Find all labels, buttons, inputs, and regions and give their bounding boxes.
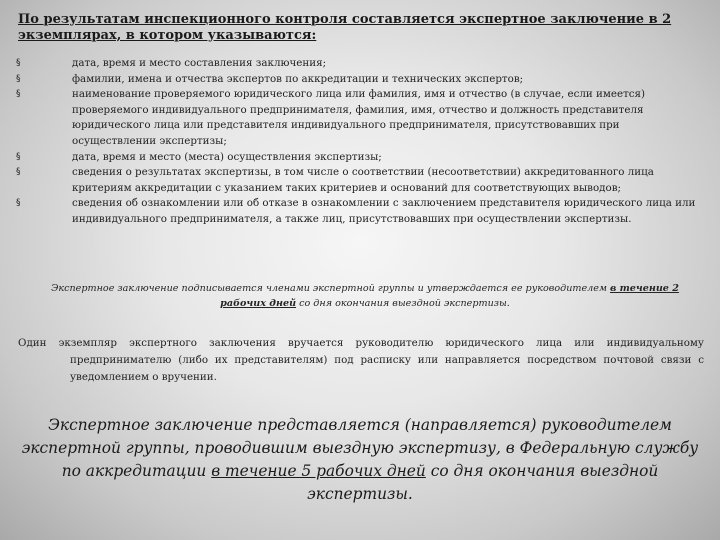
bullet-icon: § [16, 73, 21, 84]
signing-note [42, 281, 688, 311]
note-deadline: в течение 2 рабочих дней [220, 283, 679, 309]
bullet-icon: § [16, 89, 21, 100]
list-item [14, 72, 704, 88]
list-item-text: дата, время и место (места) осуществления экспертизы; [72, 150, 382, 163]
list-item [14, 150, 704, 166]
list-item-text: наименование проверяемого юридического лица или фамилия, имя и отчество (в случае, если имеется) проверяемого индивидуального предпринимателя, фамилия, имя, отчество и должность представителя юридического лица или представителя индивидуального предпринимателя, присутствовавших при осуществлении экспертизы; [72, 88, 646, 147]
list-item [14, 56, 704, 72]
note-text: Экспертное заключение подписывается членами экспертной группы и утверждается ее руководителем [51, 283, 610, 294]
list-item [14, 87, 704, 149]
statement-text-end: со дня окончания выездной экспертизы. [307, 462, 659, 503]
requirements-list [14, 56, 704, 228]
note-text-end: со дня окончания выездной экспертизы. [296, 298, 510, 309]
bullet-icon: § [16, 167, 21, 178]
bullet-icon: § [16, 151, 21, 162]
list-item-text: дата, время и место составления заключения; [72, 57, 327, 69]
list-item-text: сведения об ознакомлении или об отказе в ознакомлении с заключением представителя юридического лица или индивидуального предпринимателя, а также лиц, присутствовавших при осуществлении экспертизы. [72, 197, 696, 225]
submission-statement [14, 414, 706, 506]
paragraph-continuation: предпринимателю (либо их представителям) под расписку или направляется посредством почтовой связи с уведомлением о вручении. [70, 354, 704, 383]
statement-deadline: в течение 5 рабочих дней [211, 462, 426, 480]
delivery-paragraph [18, 335, 704, 386]
bullet-icon: § [16, 198, 21, 209]
list-item [14, 165, 704, 196]
statement-text: Экспертное заключение представляется (направляется) руководителем экспертной группы, проводившим выездную экспертизу, в Федеральную службу по аккредитации [21, 416, 699, 480]
bullet-icon: § [16, 58, 21, 68]
slide-heading: По результатам инспекционного контроля составляется экспертное заключение в 2 экземплярах, в котором указываются: [18, 12, 672, 43]
list-item-text: фамилии, имена и отчества экспертов по аккредитации и технических экспертов; [72, 72, 524, 85]
list-item-text: сведения о результатах экспертизы, в том числе о соответствии (несоответствии) аккредитованного лица критериям аккредитации с указанием таких критериев и оснований для соответствующих выводов; [72, 166, 654, 194]
list-item [14, 196, 704, 227]
paragraph-first-line: Один экземпляр экспертного заключения вручается руководителю юридического лица или индивидуальному [18, 337, 704, 349]
